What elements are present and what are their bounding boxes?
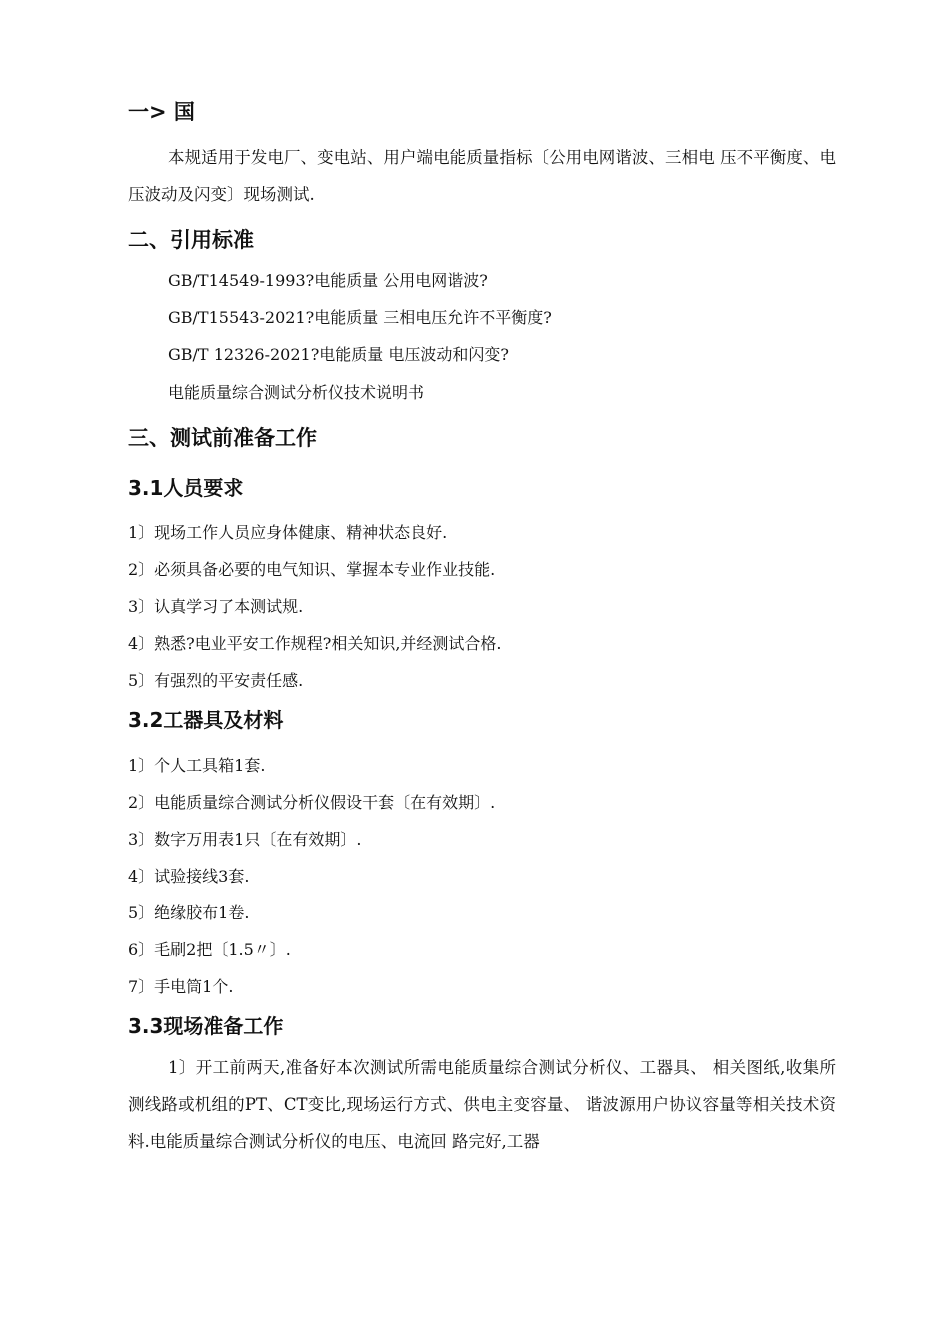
list-item: 3〕认真学习了本测试规. bbox=[128, 597, 304, 616]
section-3-heading: 三、测试前准备工作 bbox=[128, 426, 317, 450]
reference-item: GB/T 12326-2021?电能质量 电压波动和闪变? bbox=[168, 345, 509, 364]
list-item: 5〕有强烈的平安责任感. bbox=[128, 671, 304, 690]
list-item: 6〕毛刷2把〔1.5〃〕. bbox=[128, 940, 291, 959]
reference-item: GB/T14549-1993?电能质量 公用电网谐波? bbox=[168, 271, 488, 290]
list-item: 4〕熟悉?电业平安工作规程?相关知识,并经测试合格. bbox=[128, 634, 502, 653]
section-2-heading: 二、引用标准 bbox=[128, 228, 254, 252]
list-item: 1〕个人工具箱1套. bbox=[128, 756, 266, 775]
list-item: 5〕绝缘胶布1卷. bbox=[128, 903, 250, 922]
list-item: 7〕手电筒1个. bbox=[128, 977, 234, 996]
subsection-3-3-heading: 3.3现场准备工作 bbox=[128, 1014, 284, 1038]
subsection-3-3-paragraph: 1〕开工前两天,准备好本次测试所需电能质量综合测试分析仪、工器具、 相关图纸,收集所测线路或机组的PT、CT变比,现场运行方式、供电主变容量、 谐波源用户协议容量等相关技术资料.电能质量综合测试分析仪的电压、电流回 路完好,工器 bbox=[128, 1058, 836, 1151]
list-item: 2〕必须具备必要的电气知识、掌握本专业作业技能. bbox=[128, 560, 496, 579]
list-item: 2〕电能质量综合测试分析仪假设干套〔在有效期〕. bbox=[128, 793, 496, 812]
subsection-3-1-heading: 3.1人员要求 bbox=[128, 476, 244, 500]
reference-item: 电能质量综合测试分析仪技术说明书 bbox=[168, 383, 425, 402]
subsection-3-2-heading: 3.2工器具及材料 bbox=[128, 708, 284, 732]
section-1-heading: 一> 国 bbox=[128, 100, 195, 124]
reference-item: GB/T15543-2021?电能质量 三相电压允许不平衡度? bbox=[168, 308, 552, 327]
section-1-paragraph: 本规适用于发电厂、变电站、用户端电能质量指标〔公用电网谐波、三相电 压不平衡度、电压波动及闪变〕现场测试. bbox=[128, 148, 836, 204]
list-item: 3〕数字万用表1只〔在有效期〕. bbox=[128, 830, 362, 849]
list-item: 4〕试验接线3套. bbox=[128, 867, 250, 886]
list-item: 1〕现场工作人员应身体健康、精神状态良好. bbox=[128, 523, 448, 542]
